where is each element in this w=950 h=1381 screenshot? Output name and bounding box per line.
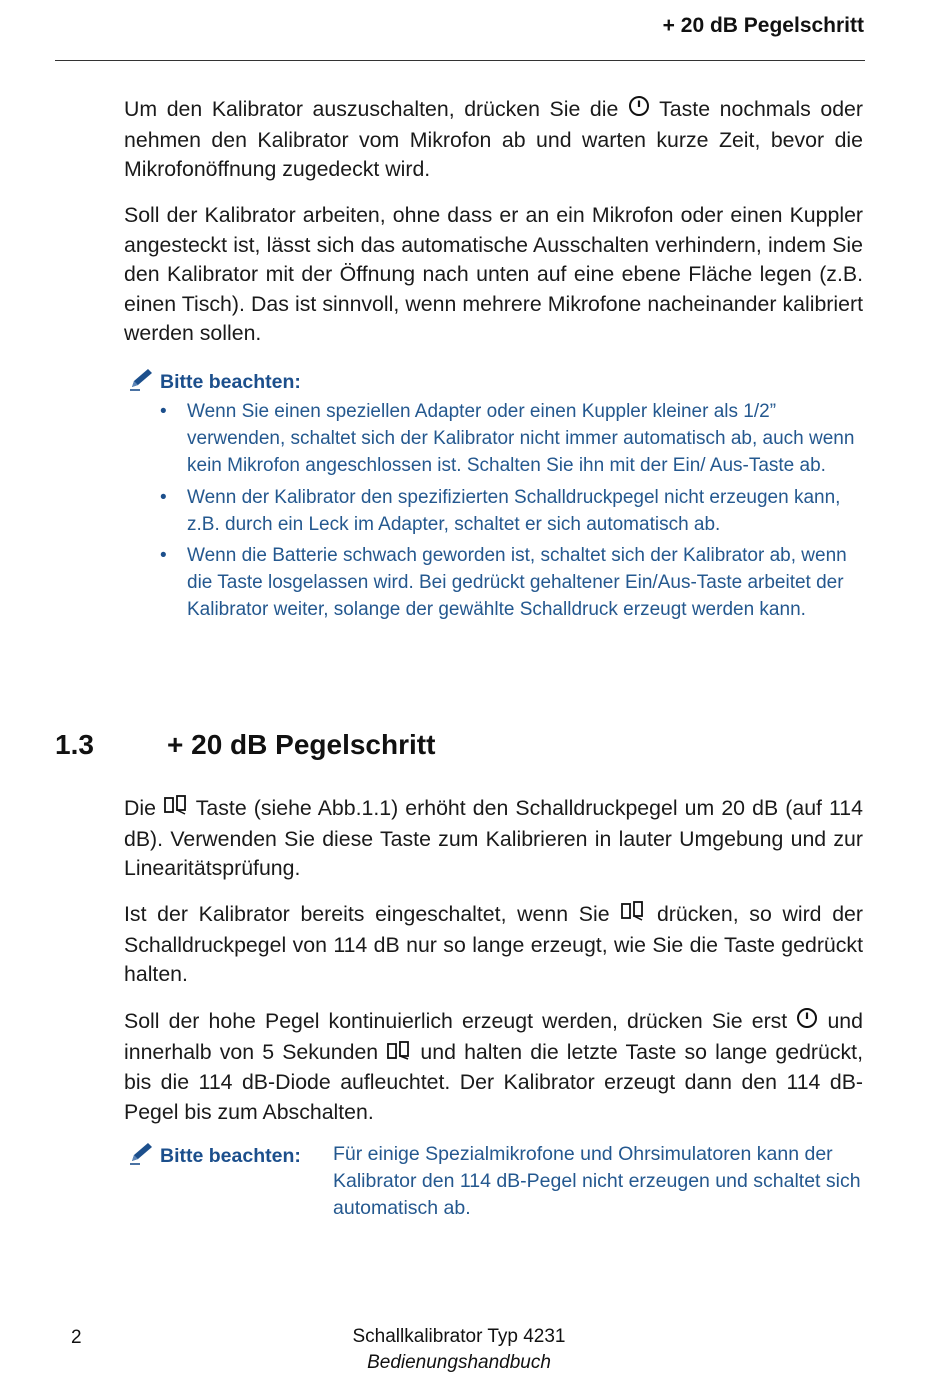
paragraph-text: Soll der hohe Pegel kontinuierlich erzeugt werden, drücken Sie erst — [124, 1009, 788, 1033]
note-label: Bitte beachten: — [160, 370, 301, 393]
paragraph-text: Um den Kalibrator auszuschalten, drücken Sie die — [124, 97, 619, 121]
note-item: • Wenn der Kalibrator den spezifizierten Schalldruckpegel nicht erzeugen kann, z.B. durch ein Leck im Adapter, schaltet er sich automatisch ab. — [158, 484, 864, 538]
level-step-key-icon — [163, 794, 189, 825]
note-item: • Wenn Sie einen speziellen Adapter oder einen Kuppler kleiner als 1/2” verwenden, schaltet sich der Kalibrator nicht immer automatisch ab, auch wenn kein Mikrofon angeschlossen ist. Schalten Sie ihn mit der Ein/ Aus-Taste ab. — [158, 398, 864, 480]
paragraph-hold-key — [124, 900, 863, 990]
section-number: 1.3 — [55, 729, 94, 760]
page-number: 2 — [71, 1327, 82, 1348]
running-header-title: + 20 dB Pegelschritt — [662, 14, 864, 37]
pencil-icon — [128, 366, 156, 398]
paragraph-text: und halten die letzte Taste so lange gedrückt, bis die 114 dB-Diode aufleuchtet. Der Kalibrator erzeugt dann den 114 dB-Pegel bis zum Abschalten. — [124, 1039, 863, 1124]
section-title: + 20 dB Pegelschritt — [167, 729, 436, 760]
power-button-icon — [796, 1007, 818, 1038]
note-heading — [128, 366, 301, 398]
note-label: Bitte beachten: — [160, 1144, 301, 1167]
paragraph-text: drücken, so wird der Schalldruckpegel von 114 dB nur so lange erzeugt, wie Sie die Taste gedrückt halten. — [124, 902, 863, 987]
paragraph-power-off — [124, 95, 863, 185]
note-list — [158, 398, 864, 628]
pencil-icon — [128, 1140, 156, 1172]
level-step-key-icon — [620, 900, 646, 931]
note-item: • Wenn die Batterie schwach geworden ist, schaltet sich der Kalibrator ab, wenn die Taste losgelassen wird. Bei gedrückt gehaltener Ein/Aus-Taste arbeitet der Kalibrator weiter, solange der gewählte Schalldruck erzeugt werden kann. — [158, 542, 864, 624]
paragraph-level-step — [124, 794, 863, 884]
level-step-key-icon — [386, 1038, 412, 1069]
footer-title: Schallkalibrator Typ 4231 — [352, 1326, 566, 1347]
header-divider — [55, 60, 865, 61]
paragraph-text: und innerhalb von 5 Sekunden — [124, 1009, 863, 1064]
paragraph-auto-off: Soll der Kalibrator arbeiten, ohne dass er an ein Mikrofon oder einen Kuppler angesteckt ist, lässt sich das automatische Ausschalten verhindern, indem Sie den Kalibrator mit der Öffnung nach unten auf eine ebene Fläche legen (z.B. einen Tisch). Das ist sinnvoll, wenn mehrere Mikrofone nacheinander kalibriert werden sollen. — [124, 203, 863, 345]
power-button-icon — [628, 95, 650, 126]
footer-subtitle: Bedienungshandbuch — [367, 1352, 551, 1373]
paragraph-text: Taste (siehe Abb.1.1) erhöht den Schalldruckpegel um 20 dB (auf 114 dB). Verwenden Sie diese Taste zum Kalibrieren in lauter Umgebung und zur Linearitätsprüfung. — [124, 796, 863, 881]
paragraph-text: Die — [124, 796, 156, 820]
paragraph-text: Taste nochmals oder nehmen den Kalibrator vom Mikrofon ab und warten kurze Zeit, bevor die Mikrofonöffnung zugedeckt wird. — [124, 97, 863, 182]
note-text: Für einige Spezialmikrofone und Ohrsimulatoren kann der Kalibrator den 114 dB-Pegel nicht erzeugen und schaltet sich automatisch ab. — [333, 1143, 861, 1220]
paragraph-text: Ist der Kalibrator bereits eingeschaltet, wenn Sie — [124, 902, 610, 926]
note-heading — [128, 1140, 301, 1172]
paragraph-continuous — [124, 1007, 863, 1127]
